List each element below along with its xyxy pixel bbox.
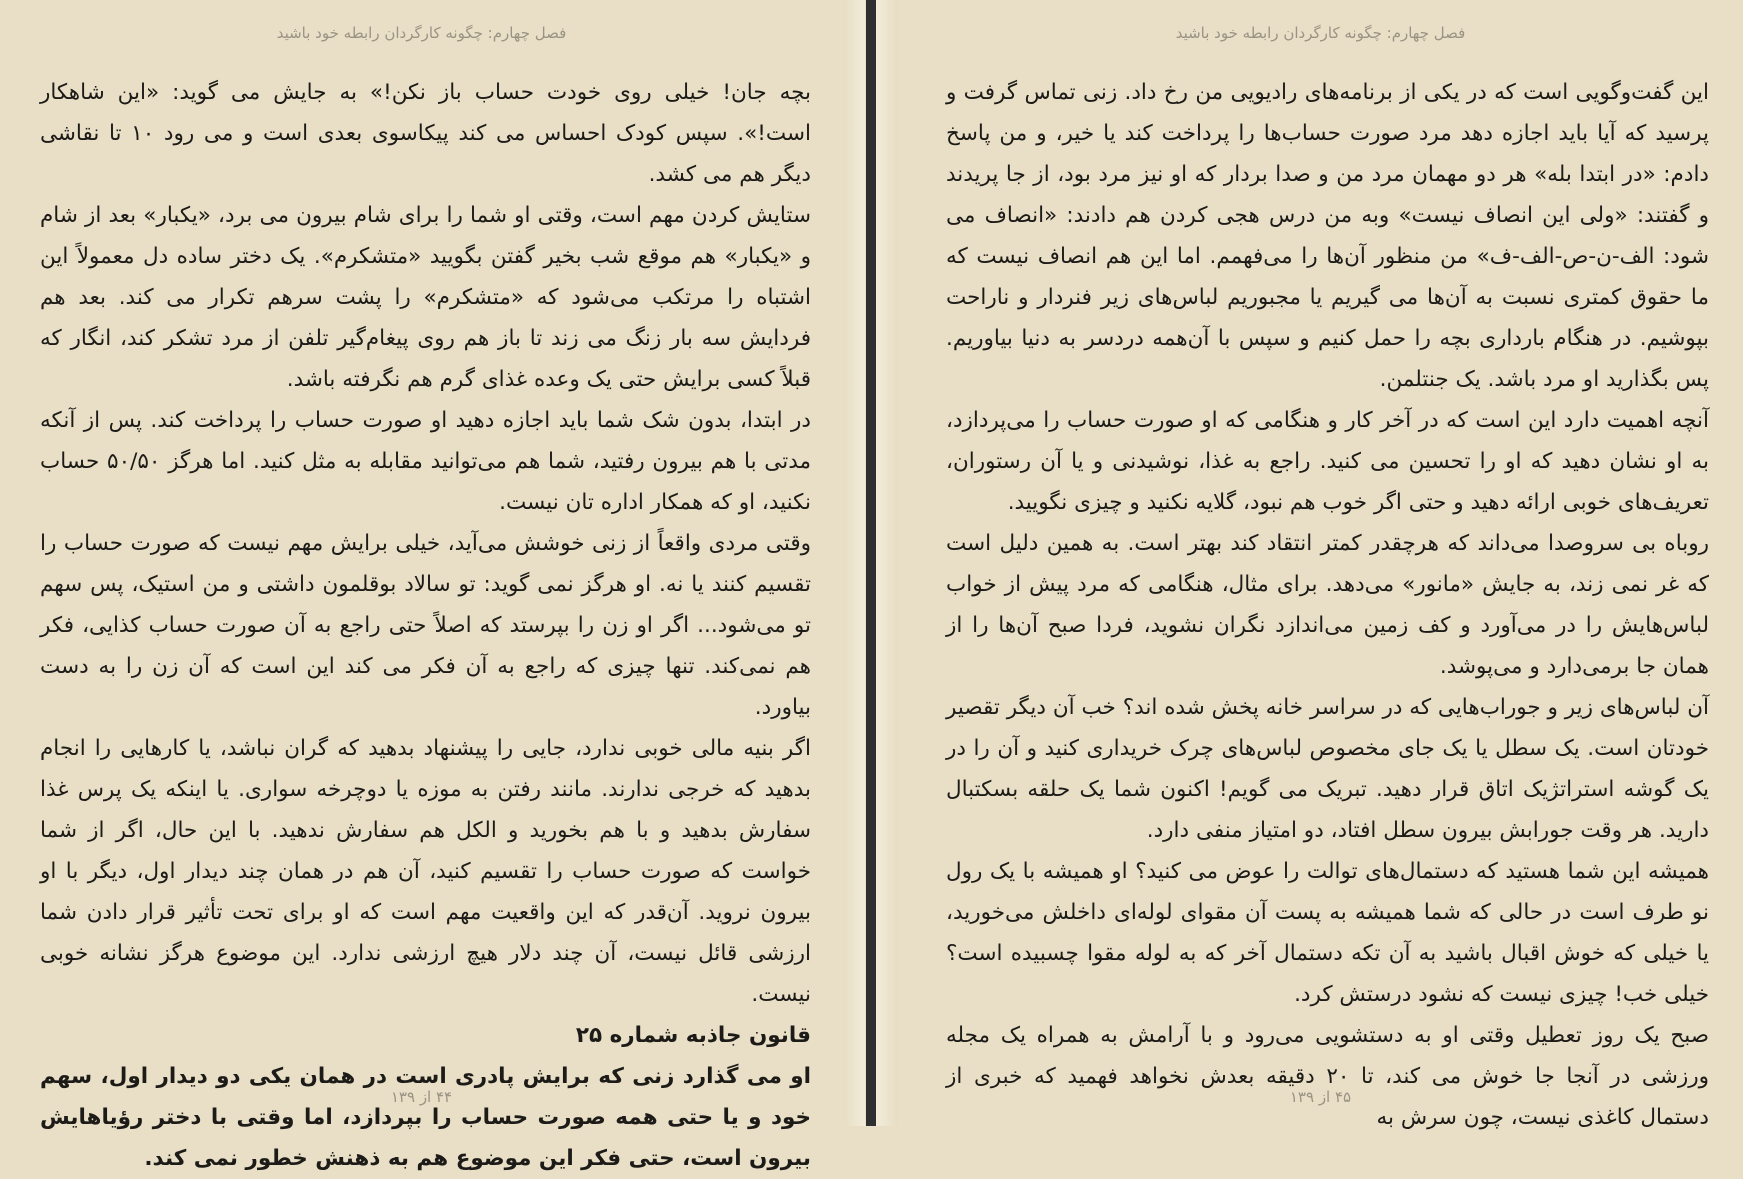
page-body bbox=[946, 72, 1709, 1138]
paragraph: در ابتدا، بدون شک شما باید اجازه دهید او صورت حساب را پرداخت کند. پس از آنکه مدتی با هم بیرون رفتید، شما هم می‌توانید مقابله به مثل کنید. اما هرگز ۵۰/۵۰ حساب نکنید، او که همکار اداره تان نیست. bbox=[40, 408, 811, 515]
paragraph: ستایش کردن مهم است، وقتی او شما را برای شام بیرون می برد، «یکبار» بعد از شام و «یکبار» هم موقع شب بخیر گفتن بگویید «متشکرم». یک دختر ساده دل معمولاً این اشتباه را مرتکب می‌شود که «متشکرم» را پشت سرهم تکرار می کند. بعد هم فردایش سه بار زنگ می زند تا باز هم روی پیغام‌گیر تلفن از مرد تشکر کند، انگار که قبلاً کسی برایش حتی یک وعده غذای گرم هم نگرفته باشد. bbox=[40, 203, 811, 392]
paragraph: روباه بی سروصدا می‌داند که هرچقدر کمتر انتقاد کند بهتر است. به همین دلیل است که غر نمی زند، به جایش «مانور» می‌دهد. برای مثال، هنگامی که مرد پیش از خواب لباس‌هایش را در می‌آورد و کف زمین می‌اندازد نگران نشوید، فردا صبح آن‌ها را از همان جا برمی‌دارد و می‌پوشد. bbox=[946, 531, 1709, 679]
right-page[interactable] bbox=[898, 0, 1743, 1130]
paragraph: وقتی مردی واقعاً از زنی خوشش می‌آید، خیلی برایش مهم نیست که صورت حساب را تقسیم کنند یا نه. او هرگز نمی گوید: تو سالاد بوقلمون داشتی و من استیک، پس سهم تو می‌شود... اگر او زن را بپرستد که اصلاً حتی راجع به آن صورت حساب کذایی، فکر هم نمی‌کند. تنها چیزی که راجع به آن فکر می کند این است که آن زن را به دست بیاورد. bbox=[40, 531, 811, 720]
page-number: ۴۴ از ۱۳۹ bbox=[390, 1088, 453, 1106]
paragraph: همیشه این شما هستید که دستمال‌های توالت را عوض می کنید؟ او همیشه با یک رول نو طرف است در حالی که شما همیشه به پست آن مقوای لوله‌ای داخلش می‌خورید، یا خیلی که خوش اقبال باشید به آن تکه دستمال آخر که به لوله مقوا چسبیده است؟ خیلی خب! چیزی نیست که نشود درستش کرد. bbox=[946, 859, 1709, 1007]
paragraph: بچه جان! خیلی روی خودت حساب باز نکن!» به جایش می گوید: «این شاهکار است!». سپس کودک احساس می کند پیکاسوی بعدی است و می رود ۱۰ تا نقاشی دیگر هم می کشد. bbox=[40, 80, 811, 187]
paragraph: آنچه اهمیت دارد این است که در آخر کار و هنگامی که او صورت حساب را می‌پردازد، به او نشان دهید که او را تحسین می کنید. راجع به غذا، نوشیدنی و یا آن رستوران، تعریف‌های خوبی ارائه دهید و حتی اگر خوب هم نبود، گلایه نکنید و چیزی نگویید. bbox=[946, 408, 1709, 515]
left-page[interactable] bbox=[0, 0, 843, 1171]
rule-text: او می گذارد زنی که برایش پادری است در همان یکی دو دیدار اول، سهم خود و یا حتی همه صورت حساب را بپردازد، اما وقتی با دختر رؤیاهایش بیرون است، حتی فکر این موضوع هم به ذهنش خطور نمی کند. bbox=[40, 1064, 811, 1171]
page-number: ۴۵ از ۱۳۹ bbox=[1289, 1088, 1352, 1106]
page-body bbox=[40, 72, 811, 1179]
paragraph: اگر بنیه مالی خوبی ندارد، جایی را پیشنهاد بدهید که گران نباشد، یا کارهایی را انجام بدهید که خرجی ندارند. مانند رفتن به موزه یا دوچرخه سواری. یا اینکه یک پرس غذا سفارش بدهید و با هم بخورید و الکل هم سفارش ندهید. با این حال، اگر از شما خواست که صورت حساب را تقسیم کنید، آن هم در همان چند دیدار اول، دیگر با او بیرون نروید. آن‌قدر که این واقعیت مهم است که او برای تحت تأثیر قرار دادن شما ارزشی قائل نیست، آن چند دلار هیچ ارزشی ندارد. این موضوع هرگز نشانه خوبی نیست. bbox=[40, 736, 811, 1007]
book-gutter bbox=[843, 0, 898, 1126]
book-spine bbox=[866, 0, 876, 1126]
page-edge-shadow bbox=[876, 0, 898, 1126]
paragraph: آن لباس‌های زیر و جوراب‌هایی که در سراسر خانه پخش شده اند؟ خب آن دیگر تقصیر خودتان است. یک سطل یا یک جای مخصوص لباس‌های چرک خریداری کنید و آن را در یک گوشه استراتژیک اتاق قرار دهید. تبریک می گویم! اکنون شما یک حلقه بسکتبال دارید. هر وقت جورابش بیرون سطل افتاد، دو امتیاز منفی دارد. bbox=[946, 695, 1709, 843]
rule-heading: قانون جاذبه شماره ۲۵ bbox=[575, 1023, 811, 1048]
running-head: فصل چهارم: چگونه کارگردان رابطه خود باشید bbox=[276, 24, 567, 42]
paragraph: صبح یک روز تعطیل وقتی او به دستشویی می‌رود و با آرامش به همراه یک مجله ورزشی در آنجا جا خوش می کند، تا ۲۰ دقیقه بعدش نخواهد فهمید که خبری از دستمال کاغذی نیست، چون سرش به bbox=[946, 1023, 1709, 1130]
paragraph: این گفت‌وگویی است که در یکی از برنامه‌های رادیویی من رخ داد. زنی تماس گرفت و پرسید که آیا باید اجازه دهد مرد صورت حساب‌ها را پرداخت کند یا خیر، و من پاسخ دادم: «در ابتدا بله» هر دو مهمان مرد من و صدا بردار که او نیز مرد بود، از جا پریدند و گفتند: «ولی این انصاف نیست» وبه من درس هجی کردن هم دادند: «انصاف می شود: الف-ن-ص-الف-ف» من منظور آن‌ها را می‌فهمم. اما این هم انصاف نیست که ما حقوق کمتری نسبت به آن‌ها می گیریم یا مجبوریم لباس‌های زیر فنردار و ناراحت بپوشیم. در هنگام بارداری بچه را حمل کنیم و سپس با آن‌همه دردسر به دنیا بیاوریم. پس بگذارید او مرد باشد. یک جنتلمن. bbox=[946, 80, 1709, 392]
page-edge-shadow bbox=[843, 0, 865, 1126]
running-head: فصل چهارم: چگونه کارگردان رابطه خود باشید bbox=[1175, 24, 1466, 42]
